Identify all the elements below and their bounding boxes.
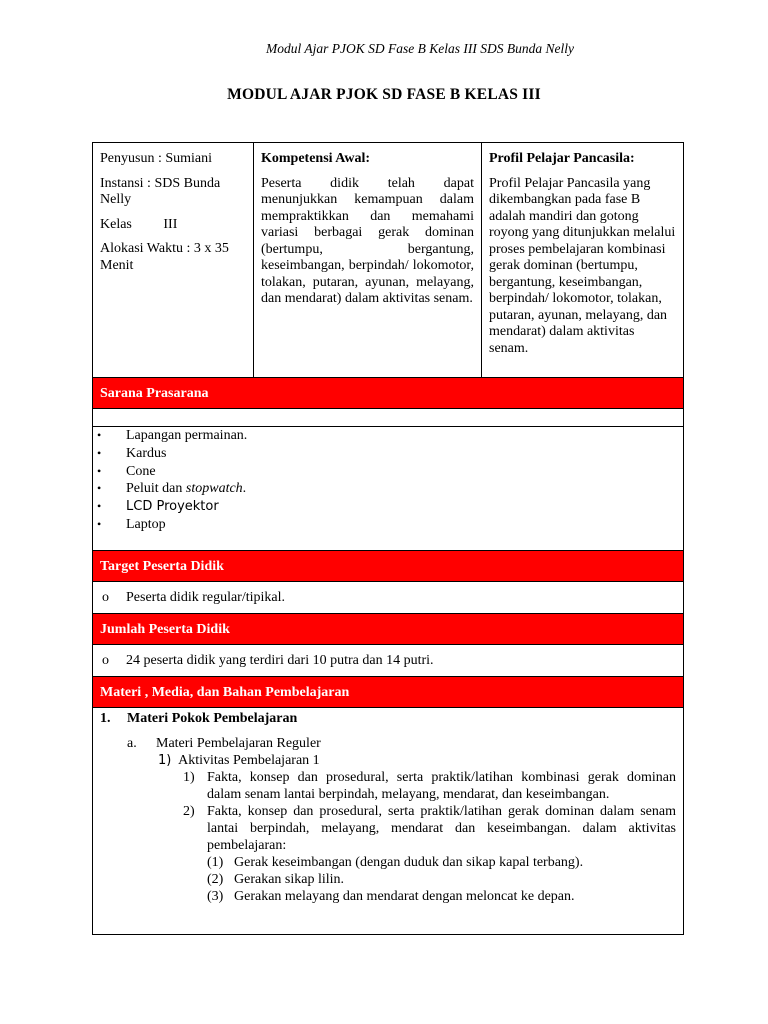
profil-text: Profil Pelajar Pancasila yang dikembangkan pada fase B adalah mandiri dan gotong royong yang ditunjukkan melalui proses pembelajaran kombinasi gerak dominan (bertumpu, bergantung, keseimbangan, berpindah/ lokomotor, tolakan, putaran, ayunan, melayang, dan mendarat) dalam aktivitas senam. (489, 175, 676, 356)
jumlah-item: o 24 peserta didik yang terdiri dari 10 putra dan 14 putri. (93, 645, 683, 677)
jumlah-heading: Jumlah Peserta Didik (93, 614, 683, 645)
bullet-icon: • (97, 445, 102, 460)
profil-cell (482, 143, 683, 377)
bullet-icon: • (97, 481, 102, 496)
materi-sub-1: 1) Fakta, konsep dan prosedural, serta praktik/latihan kombinasi gerak dominan dalam senam lantai berpindah, melayang, mendarat, dan keseimbangan. (183, 770, 676, 802)
materi-content (93, 708, 683, 934)
materi-heading: Materi , Media, dan Bahan Pembelajaran (93, 677, 683, 708)
page-title: MODUL AJAR PJOK SD FASE B KELAS III (227, 86, 541, 103)
penyusun: Penyusun : Sumiani (100, 151, 213, 166)
kompetensi-text: Peserta didik telah dapat menunjukkan kemampuan dalam mempraktikkan dan memahami variasi berbagai gerak dominan (bertumpu, bergantung, keseimbangan, berpindah/ lokomotor, tolakan, putaran, ayunan, melayang, dan mendarat) dalam aktivitas senam. (261, 175, 474, 306)
materi-pokok-heading: 1. Materi Pokok Pembelajaran (100, 711, 298, 726)
sarana-list (93, 427, 683, 551)
empty-row (93, 409, 683, 427)
running-header: Modul Ajar PJOK SD Fase B Kelas III SDS Bunda Nelly (266, 41, 574, 56)
list-item: • Laptop (97, 516, 166, 532)
profil-heading: Profil Pelajar Pancasila: (489, 151, 635, 166)
list-item: • Lapangan permainan. (97, 428, 248, 443)
list-item: (1) Gerak keseimbangan (dengan duduk dan sikap kapal terbang). (207, 855, 584, 870)
materi-sub-2: 2) Fakta, konsep dan prosedural, serta praktik/latihan gerak dominan dalam senam lantai berpindah, melayang, mendarat dan keseimbangan. dalam aktivitas pembelajaran: (183, 804, 676, 853)
list-item: • Cone (97, 463, 156, 479)
bullet-icon: • (97, 428, 102, 442)
bullet-icon: • (97, 463, 102, 478)
info-row (93, 143, 683, 378)
bullet-icon: • (97, 499, 102, 514)
author-info-cell (93, 143, 254, 377)
target-item: o Peserta didik regular/tipikal. (93, 582, 683, 614)
list-item: (2) Gerakan sikap lilin. (207, 872, 345, 887)
target-heading: Target Peserta Didik (93, 551, 683, 582)
alokasi-waktu: Alokasi Waktu : 3 x 35 Menit (100, 241, 229, 273)
materi-reguler: a. Materi Pembelajaran Reguler (127, 736, 321, 751)
kompetensi-heading: Kompetensi Awal: (261, 151, 371, 166)
list-item: • Kardus (97, 445, 167, 461)
instansi: Instansi : SDS Bunda Nelly (100, 175, 221, 207)
list-item: (3) Gerakan melayang dan mendarat dengan meloncat ke depan. (207, 889, 575, 904)
kompetensi-cell (254, 143, 482, 377)
bullet-icon: • (97, 516, 102, 531)
sarana-heading: Sarana Prasarana (93, 378, 683, 409)
aktivitas-pembelajaran: 1) Aktivitas Pembelajaran 1 (158, 753, 320, 768)
module-table (92, 142, 684, 935)
list-item: • Peluit dan stopwatch. (97, 481, 247, 497)
list-item: • LCD Proyektor (97, 499, 219, 515)
kelas: Kelas III (100, 216, 178, 232)
